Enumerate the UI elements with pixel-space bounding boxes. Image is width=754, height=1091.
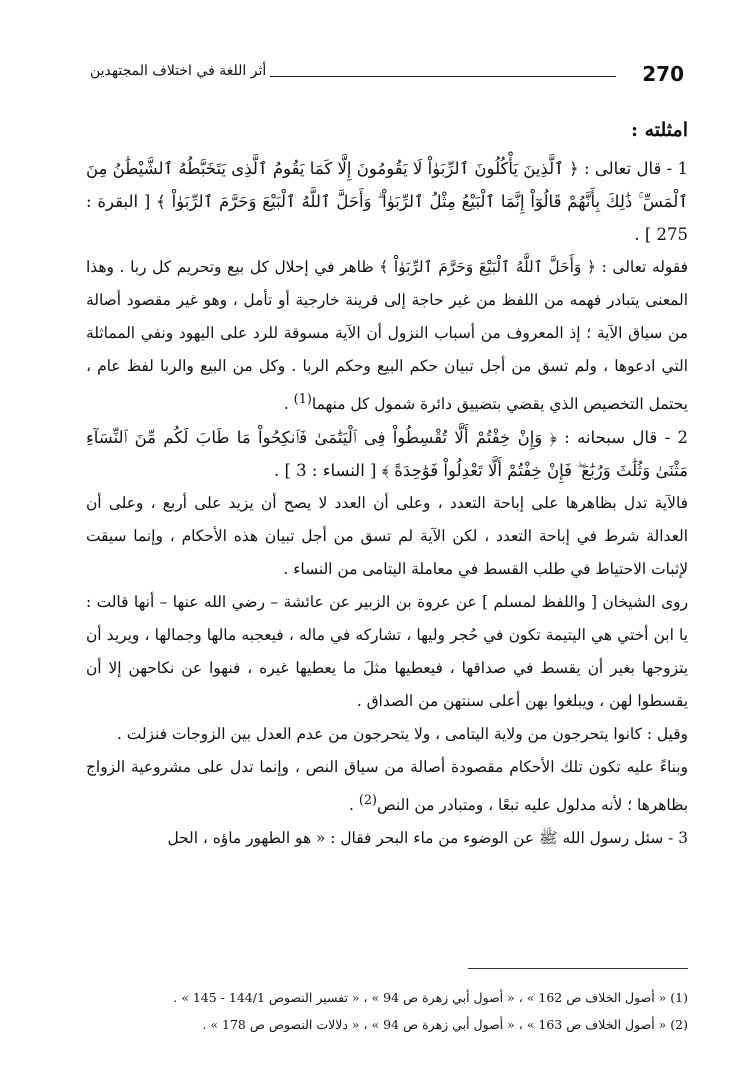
page-number: 270 — [642, 62, 684, 86]
paragraph-hadith-narration: روى الشيخان [ واللفظ لمسلم ] عن عروة بن الزبير عن عائشة – رضي الله عنها – أنها قالت : يا ابن أختي هي اليتيمة تكون في حُجر وليها ، تشاركه في ماله ، فيعجبه مالها وجمالها ، ويريد أن يتزوجها بغير أن يقسط في صداقها ، فيعطيها مثلَ ما يعطيها غيره ، فنهوا عن نكاحهن إلا أن يقسطوا لهن ، ويبلغوا بهن أعلى سنتهن من الصداق . — [86, 593, 688, 711]
paragraph-example-1: 1 - قال تعالى : ﴿ ٱلَّذِينَ يَأْكُلُونَ ٱلرِّبَوٰاْ لَا يَقُومُونَ إِلَّا كَمَا يَقُومُ ٱلَّذِى يَتَخَبَّطُهُ ٱلشَّيْطَٰنُ مِنَ ٱلْمَسِّ ۚ ذَٰلِكَ بِأَنَّهُمْ قَالُوٓاْ إِنَّمَا ٱلْبَيْعُ مِثْلُ ٱلرِّبَوٰاْ ۗ وَأَحَلَّ ٱللَّهُ ٱلْبَيْعَ وَحَرَّمَ ٱلرِّبَوٰاْ ﴾ [ البقرة : 275 ] . — [86, 159, 688, 244]
page-body — [86, 112, 688, 855]
paragraph-example-2: 2 - قال سبحانه : ﴿ وَإِنْ خِفْتُمْ أَلَّا تُقْسِطُواْ فِى ٱلْيَتَٰمَىٰ فَٱنكِحُواْ مَا طَابَ لَكُم مِّنَ ٱلنِّسَآءِ مَثْنَىٰ وَثُلَٰثَ وَرُبَٰعَ ۖ فَإِنْ خِفْتُمْ أَلَّا تَعْدِلُواْ فَوَٰحِدَةً ﴾ [ النساء : 3 ] . — [86, 428, 688, 481]
paragraph-example-3: 3 - سئل رسول الله ﷺ عن الوضوء من ماء البحر فقال : « هو الطهور ماؤه ، الحل — [167, 829, 688, 848]
paragraph-conclusion — [86, 751, 688, 822]
paragraph-text: فقوله تعالى : ﴿ وَأَحَلَّ ٱللَّهُ ٱلْبَيْعَ وَحَرَّمَ ٱلرِّبَوٰاْ ﴾ ظاهر في إحلال كل بيع وتحريم كل ربا . وهذا المعنى يتبادر فهمه من اللفظ من غير حاجة إلى قرينة خارجية أو تأمل ، وهو غير مقصود أصالة من سياق الآية ؛ إذ المعروف من أسباب النزول أن الآية مسوقة للرد على اليهود ونفي المماثلة التي ادعوها ، ولم تسق من أجل تبيان حكم البيع وحكم الربا . وكل من البيع والربا لفظ عام ، يحتمل التخصيص الذي يقضي بتضييق دائرة شمول كل منهما — [86, 258, 688, 414]
paragraph-end: . — [283, 395, 294, 414]
section-heading: امثلته : — [630, 119, 688, 141]
footnote-ref-1: (1) — [293, 392, 312, 407]
paragraph-explanation-2: فالآية تدل بظاهرها على إباحة التعدد ، وعلى أن العدد لا يصح أن يزيد على أربع ، وعلى أن العدالة شرط في إباحة التعدد ، لكن الآية لم تسق من أجل تبيان هذه الأحكام ، وإنما سيقت لإثبات الاحتياط في طلب القسط في معاملة اليتامى من النساء . — [86, 494, 688, 579]
paragraph-text: وبناءً عليه تكون تلك الأحكام مقصودة أصالة من سياق النص ، وإنما تدل على مشروعية الزواج بظاهرها ؛ لأنه مدلول عليه تبعًا ، ومتبادر من النص — [86, 758, 688, 815]
paragraph-end: . — [349, 796, 359, 815]
footnote-ref-2: (2) — [358, 793, 378, 809]
header-rule — [270, 76, 616, 77]
running-title: أثر اللغة في اختلاف المجتهدين — [90, 63, 267, 79]
page-header — [90, 62, 684, 92]
paragraph-alternate-view: وقيل : كانوا يتحرجون من ولاية اليتامى ، ولا يتحرجون من عدم العدل بين الزوجات فنزلت . — [116, 725, 688, 744]
footnote-1: (1) « أصول الخلاف ص 162 » ، « أصول أبي زهرة ص 94 » ، « تفسير النصوص 144/1 - 145 » . — [173, 990, 688, 1005]
footnote-2: (2) « أصول الخلاف ص 163 » ، « أصول أبي زهرة ص 94 » ، « دلالات النصوص ص 178 » . — [202, 1017, 688, 1032]
footnote-rule — [468, 968, 688, 969]
footnotes — [86, 984, 688, 1038]
paragraph-explanation-1 — [86, 251, 688, 421]
